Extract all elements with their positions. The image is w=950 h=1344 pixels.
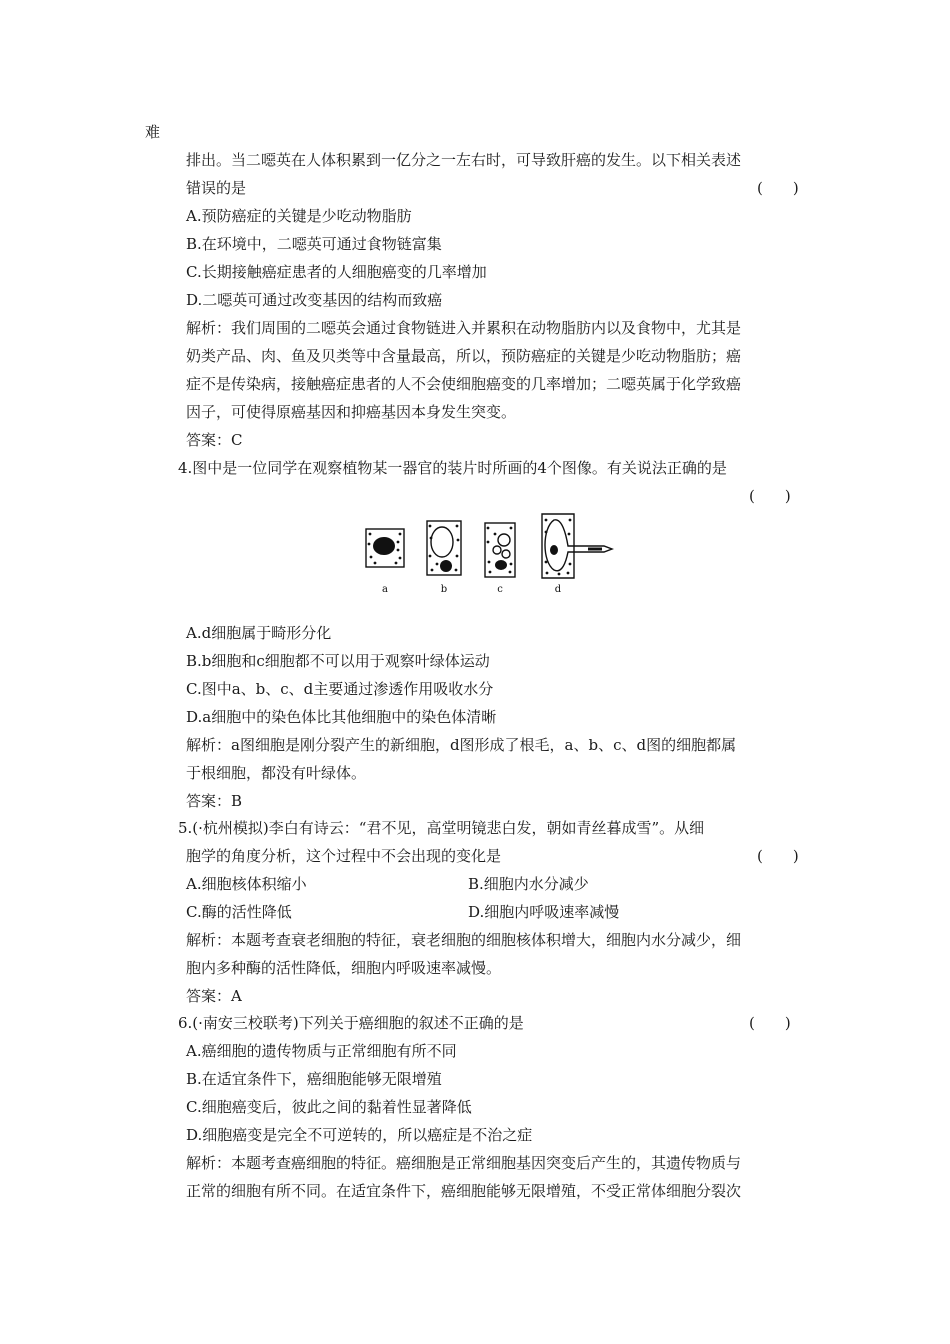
answer-blank: ( )	[749, 487, 791, 505]
option-c: C.长期接触癌症患者的人细胞癌变的几率增加	[186, 263, 487, 281]
figure-label-d: d	[554, 584, 562, 595]
figure-label-c: c	[497, 584, 503, 595]
option-d: D.细胞癌变是完全不可逆转的，所以癌症是不治之症	[186, 1126, 533, 1144]
cell-figure	[360, 512, 620, 598]
figure-label-b: b	[440, 584, 448, 595]
cell-b-vacuole	[431, 527, 453, 557]
cell-b-nucleus	[440, 560, 452, 572]
question-stem: 6.(·南安三校联考)下列关于癌细胞的叙述不正确的是	[178, 1014, 524, 1032]
question-stem-line: 错误的是	[186, 179, 247, 197]
analysis-line: 胞内多种酶的活性降低，细胞内呼吸速率减慢。	[186, 959, 502, 977]
option-d: D.细胞内呼吸速率减慢	[468, 903, 620, 921]
question-stem-line: 5.(·杭州模拟)李白有诗云：“君不见，高堂明镜悲白发，朝如青丝暮成雪”。从细	[178, 819, 705, 837]
page-corner-text: 难	[145, 123, 161, 141]
question-stem: 4.图中是一位同学在观察植物某一器官的装片时所画的4个图像。有关说法正确的是	[178, 459, 727, 477]
cell-d-nucleus	[550, 545, 558, 555]
option-b: B.在适宜条件下，癌细胞能够无限增殖	[186, 1070, 442, 1088]
cell-c-vacuole	[498, 534, 510, 546]
option-b: B.在环境中，二噁英可通过食物链富集	[186, 235, 442, 253]
figure-label-a: a	[382, 584, 388, 595]
cell-a-nucleus	[373, 537, 395, 555]
option-c: C.图中a、b、c、d主要通过渗透作用吸收水分	[186, 680, 494, 698]
answer-line: 答案：C	[186, 431, 243, 449]
cell-c-nucleus	[495, 560, 507, 570]
analysis-line: 解析：我们周围的二噁英会通过食物链进入并累积在动物脂肪内以及食物中，尤其是	[186, 319, 742, 337]
cell-c-vacuole	[502, 550, 510, 558]
option-d: D.二噁英可通过改变基因的结构而致癌	[186, 291, 443, 309]
analysis-line: 解析：本题考查癌细胞的特征。癌细胞是正常细胞基因突变后产生的，其遗传物质与	[186, 1154, 742, 1172]
option-a: A.细胞核体积缩小	[186, 875, 307, 893]
cell-c-vacuole	[493, 546, 501, 554]
analysis-line: 症不是传染病，接触癌症患者的人不会使细胞癌变的几率增加；二噁英属于化学致癌	[186, 375, 742, 393]
analysis-line: 奶类产品、肉、鱼及贝类等中含量最高，所以，预防癌症的关键是少吃动物脂肪；癌	[186, 347, 742, 365]
analysis-line: 因子，可使得原癌基因和抑癌基因本身发生突变。	[186, 403, 517, 421]
analysis-line: 正常的细胞有所不同。在适宜条件下，癌细胞能够无限增殖，不受正常体细胞分裂次	[186, 1182, 742, 1200]
option-d: D.a细胞中的染色体比其他细胞中的染色体清晰	[186, 708, 497, 726]
option-c: C.细胞癌变后，彼此之间的黏着性显著降低	[186, 1098, 472, 1116]
answer-blank: ( )	[757, 179, 799, 197]
option-a: A.癌细胞的遗传物质与正常细胞有所不同	[186, 1042, 457, 1060]
answer-blank: ( )	[749, 1014, 791, 1032]
option-b: B.b细胞和c细胞都不可以用于观察叶绿体运动	[186, 652, 490, 670]
answer-line: 答案：B	[186, 792, 243, 810]
option-a: A.预防癌症的关键是少吃动物脂肪	[186, 207, 412, 225]
answer-line: 答案：A	[186, 987, 242, 1005]
option-a: A.d细胞属于畸形分化	[186, 624, 332, 642]
question-stem-line: 胞学的角度分析，这个过程中不会出现的变化是	[186, 847, 502, 865]
analysis-line: 于根细胞，都没有叶绿体。	[186, 764, 367, 782]
analysis-line: 解析：a图细胞是刚分裂产生的新细胞，d图形成了根毛，a、b、c、d图的细胞都属	[186, 736, 737, 754]
question-stem-line: 排出。当二噁英在人体积累到一亿分之一左右时，可导致肝癌的发生。以下相关表述	[186, 151, 742, 169]
option-c: C.酶的活性降低	[186, 903, 292, 921]
option-b: B.细胞内水分减少	[468, 875, 589, 893]
analysis-line: 解析：本题考查衰老细胞的特征，衰老细胞的细胞核体积增大，细胞内水分减少，细	[186, 931, 742, 949]
root-hair-tip	[588, 548, 602, 551]
answer-blank: ( )	[757, 847, 799, 865]
